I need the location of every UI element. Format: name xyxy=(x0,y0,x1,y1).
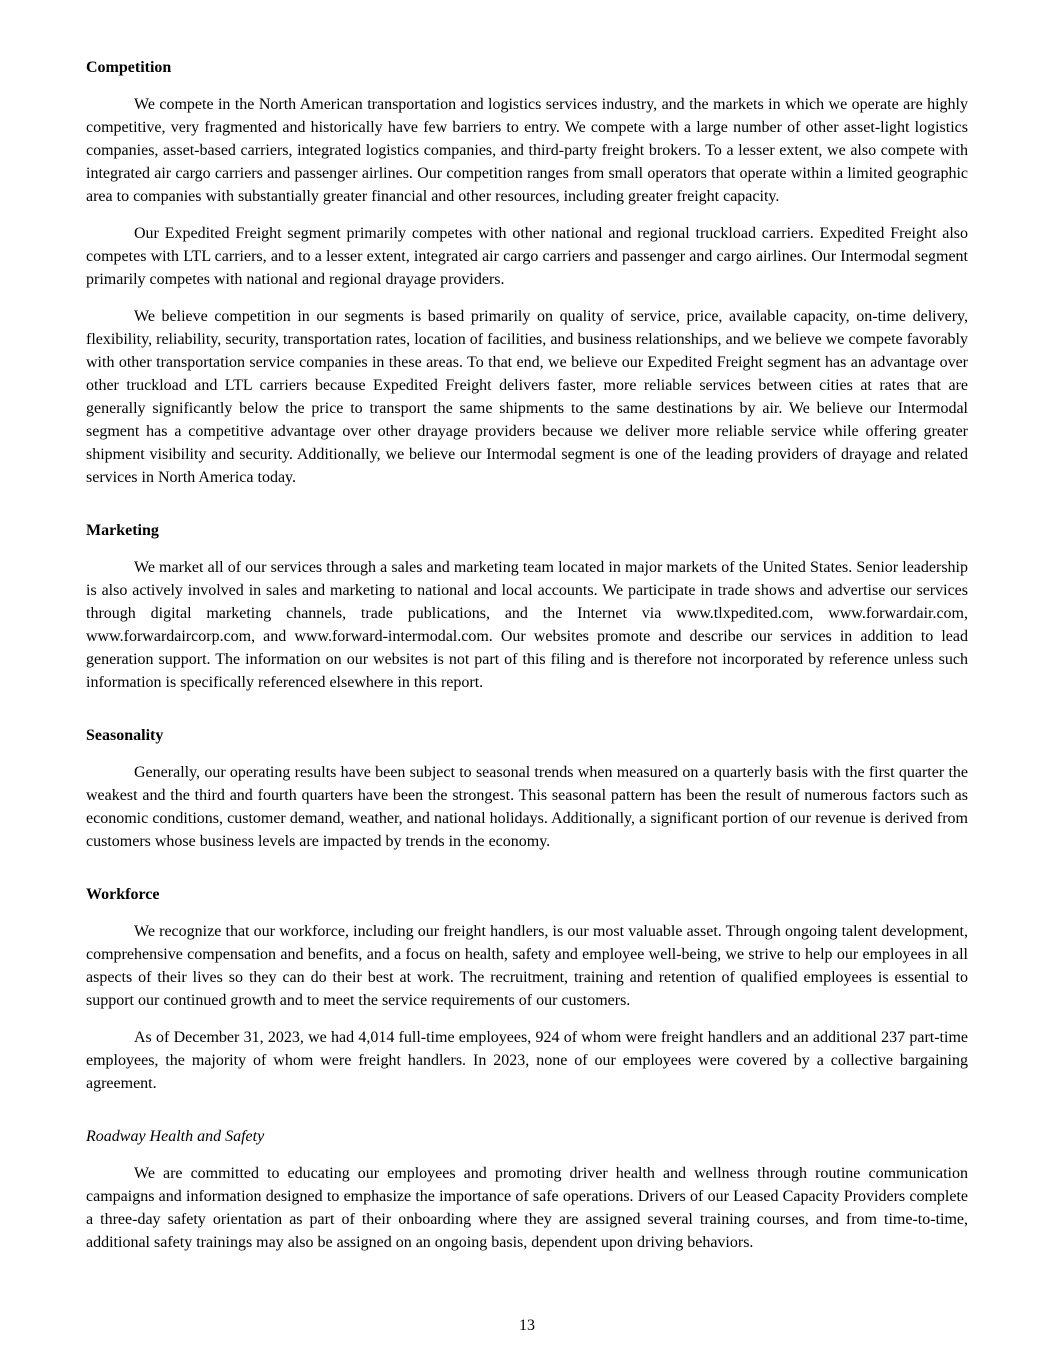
seasonality-paragraph-1: Generally, our operating results have been subject to seasonal trends when measured on a quarterly basis with the first quarter the weakest and the third and fourth quarters have been the strongest. This seasonal pattern has been the result of numerous factors such as economic conditions, customer demand, weather, and national holidays. Additionally, a significant portion of our revenue is derived from customers whose business levels are impacted by trends in the economy. xyxy=(86,764,968,850)
competition-paragraph-2: Our Expedited Freight segment primarily competes with other national and regional truckload carriers. Expedited Freight also competes with LTL carriers, and to a lesser extent, integrated air cargo carriers and passenger and cargo airlines. Our Intermodal segment primarily competes with national and regional drayage providers. xyxy=(86,225,968,288)
section-workforce xyxy=(86,867,968,1109)
page-footer xyxy=(86,1314,968,1337)
section-marketing xyxy=(86,503,968,708)
section-competition xyxy=(86,56,968,503)
section-heading-seasonality: Seasonality xyxy=(86,727,164,744)
section-seasonality xyxy=(86,708,968,867)
competition-paragraph-3: We believe competition in our segments is based primarily on quality of service, price, available capacity, on-time delivery, flexibility, reliability, security, transportation rates, location of facilities, and business relationships, and we believe we compete favorably with other transportation service companies in these areas. To that end, we believe our Expedited Freight segment has an advantage over other truckload and LTL carriers because Expedited Freight delivers faster, more reliable services between cities at rates that are generally significantly below the price to transport the same shipments to the same destinations by air. We believe our Intermodal segment has a competitive advantage over other drayage providers because we deliver more reliable service while offering greater shipment visibility and security. Additionally, we believe our Intermodal segment is one of the leading providers of drayage and related services in North America today. xyxy=(86,308,968,486)
competition-paragraph-1: We compete in the North American transportation and logistics services industry, and the markets in which we operate are highly competitive, very fragmented and historically have few barriers to entry. We compete with a large number of other asset-light logistics companies, asset-based carriers, integrated logistics companies, and third-party freight brokers. To a lesser extent, we also compete with integrated air cargo carriers and passenger airlines. Our competition ranges from small operators that operate within a limited geographic area to companies with substantially greater financial and other resources, including greater freight capacity. xyxy=(86,96,968,205)
section-heading-workforce: Workforce xyxy=(86,886,160,903)
page-number: 13 xyxy=(519,1317,535,1334)
marketing-paragraph-1: We market all of our services through a sales and marketing team located in major markets of the United States. Senior leadership is also actively involved in sales and marketing to national and local accounts. We participate in trade shows and advertise our services through digital marketing channels, trade publications, and the Internet via www.tlxpedited.com, www.forwardair.com, www.forwardaircorp.com, and www.forward-intermodal.com. Our websites promote and describe our services in addition to lead generation support. The information on our websites is not part of this filing and is therefore not incorporated by reference unless such information is specifically referenced elsewhere in this report. xyxy=(86,559,968,691)
section-heading-roadway-health-and-safety: Roadway Health and Safety xyxy=(86,1128,265,1145)
workforce-paragraph-2: As of December 31, 2023, we had 4,014 full-time employees, 924 of whom were freight handlers and an additional 237 part-time employees, the majority of whom were freight handlers. In 2023, none of our employees were covered by a collective bargaining agreement. xyxy=(86,1029,968,1092)
roadway-health-paragraph-1: We are committed to educating our employees and promoting driver health and wellness through routine communication campaigns and information designed to emphasize the importance of safe operations. Drivers of our Leased Capacity Providers complete a three-day safety orientation as part of their onboarding where they are assigned several training courses, and from time-to-time, additional safety trainings may also be assigned on an ongoing basis, dependent upon driving behaviors. xyxy=(86,1165,968,1251)
section-heading-marketing: Marketing xyxy=(86,522,159,539)
section-roadway-health-and-safety xyxy=(86,1109,968,1268)
section-heading-competition: Competition xyxy=(86,59,172,76)
workforce-paragraph-1: We recognize that our workforce, including our freight handlers, is our most valuable asset. Through ongoing talent development, comprehensive compensation and benefits, and a focus on health, safety and employee well-being, we strive to help our employees in all aspects of their lives so they can do their best at work. The recruitment, training and retention of qualified employees is essential to support our continued growth and to meet the service requirements of our customers. xyxy=(86,923,968,1009)
